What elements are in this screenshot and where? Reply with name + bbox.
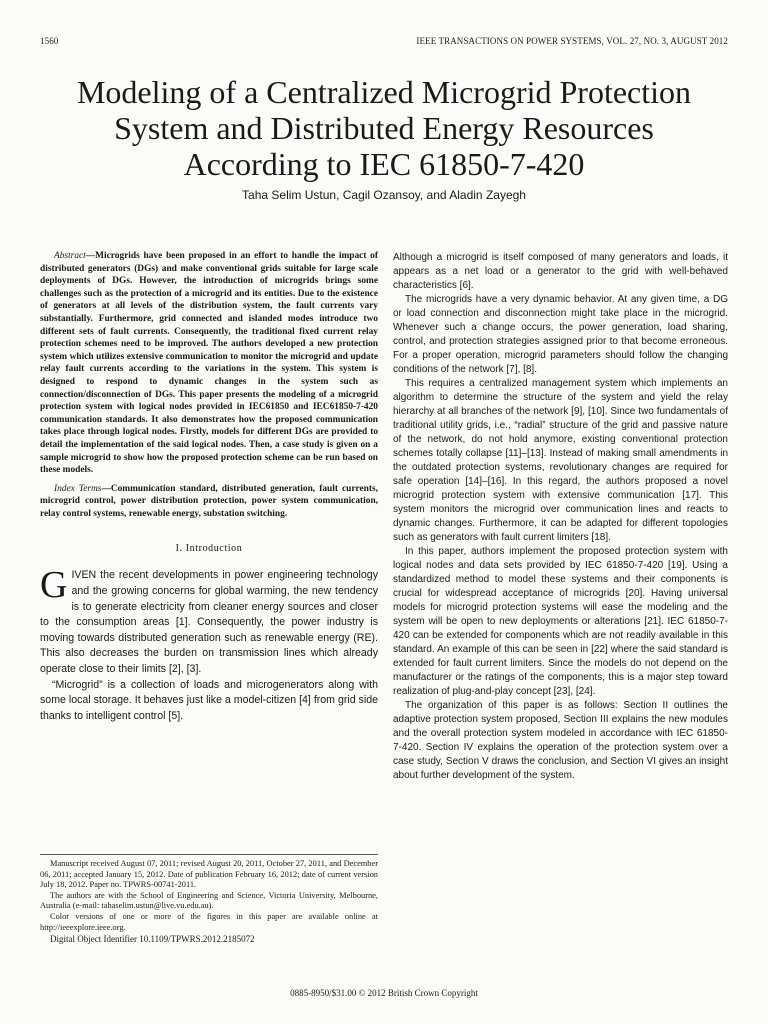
intro-paragraph-2: “Microgrid” is a collection of loads and microgenerators along with some local storage. It behaves just like a model-citizen [4] from grid side thanks to intelligent control [5].: [40, 678, 378, 722]
abstract-text: —Microgrids have been proposed in an effort to handle the impact of distributed generators (DGs) and make conventional grids suitable for large scale deployments of DGs. However, the introduction of microgrids brings some challenges such as the protection of a microgrid and its entities. Due to the existence of generators at all levels of the distribution system, the fault currents vary substantially. Furthermore, grid connected and islanded modes introduce two different sets of fault currents. Consequently, the traditional fixed current relay protection schemes need to be improved. The authors developed a new protection system which utilizes extensive communication to monitor the microgrid and update relay fault currents according to the variations in the system. This system is designed to respond to dynamic changes in the system such as connection/disconnection of DGs. This paper presents the modeling of a microgrid protection system with logical nodes provided in IEC61850 and IEC61850-7-420 communication standards. It also demonstrates how the proposed communication takes place through logical nodes. Firstly, models for different DGs are provided to detail the implementation of the said logical nodes. Then, a case study is given on a sample microgrid to show how the proposed protection scheme can be run based on these models.: [40, 251, 378, 476]
index-terms: [40, 483, 378, 521]
copyright-line: 0885-8950/$31.00 © 2012 British Crown Copyright: [290, 988, 478, 998]
footnote-received: Manuscript received August 07, 2011; revised August 20, 2011, October 27, 2011, and December 06, 2011; accepted January 15, 2012. Date of publication February 16, 2012; date of current version July 18, 2012. Paper no. TPWRS-00741-2011.: [40, 859, 378, 890]
introduction-body: [40, 564, 378, 724]
journal-name: IEEE TRANSACTIONS ON POWER SYSTEMS, VOL. 27, NO. 3, AUGUST 2012: [416, 36, 728, 46]
index-terms-label: Index Terms: [54, 483, 102, 494]
paper-title: [40, 74, 728, 182]
right-paragraph-1: Although a microgrid is itself composed of many generators and loads, it appears as a net load or a generator to the grid with well-behaved characteristics [6].: [393, 252, 728, 291]
abstract-label: Abstract: [54, 251, 86, 261]
footnote-affiliation: The authors are with the School of Engineering and Science, Victoria University, Melbourne, Australia (e-mail: tahaselim.ustun@live.vu.edu.au).: [40, 890, 378, 911]
right-paragraph-3: This requires a centralized management system which implements an algorithm to determine the structure of the system and yield the relay hierarchy at all branches of the network [9], [10]. Since two fundamentals of traditional utility grids, i.e., “radial” structure of the grid and passive nature of the network, do not hold anymore, existing conventional protection schemes totally collapse [11]–[13]. Instead of making small amendments in the outdated protection systems, revolutionary changes are required for safe operation [14]–[16]. In this regard, the authors proposed a novel microgrid protection system with extensive communication [17]. This system monitors the microgrid over communication lines and reacts to dynamic changes. Furthermore, it can be adapted for different topologies such as generators with fault current limiters [18].: [393, 378, 728, 543]
right-paragraph-4: In this paper, authors implement the proposed protection system with logical nodes and data sets provided by IEC 61850-7-420 [19]. Using a standardized method to model these systems and their components is crucial for widespread acceptance of microgrids [20]. Having universal models for microgrid protection systems will ease the modeling and the system will be open to new deployments or alterations [21]. IEC 61850-7-420 can be extended for components which are not readily available in this standard. An example of this can be seen in [22] where the said standard is extended for fault current limiters. Since the models do not depend on the manufacturer or the ratings of the components, this is a major step toward realization of plug-and-play concept [23], [24].: [393, 546, 728, 697]
title-line-2: System and Distributed Energy Resources: [114, 110, 654, 146]
title-line-3: According to IEC 61850-7-420: [183, 146, 585, 182]
page-number: 1560: [40, 36, 59, 46]
intro-paragraph-1-text: IVEN the recent developments in power engineering technology and the growing concerns for global warming, the new tendency is to generate electricity from cleaner energy sources and closer to the consumption areas [1]. Consequently, the power industry is moving towards distributed generation such as renewable energy (RE). This also decreases the burden on transmission lines which already operate close to their limits [2], [3].: [40, 569, 378, 676]
footnote-color: Color versions of one or more of the figures in this paper are available online at http://ieeexplore.ieee.org.: [40, 911, 378, 932]
index-terms-text: —Communication standard, distributed generation, fault currents, microgrid control, power distribution protection, power system communication, relay control systems, renewable energy, substation switching.: [40, 483, 379, 519]
footnotes: [40, 854, 378, 945]
right-column: [393, 251, 728, 783]
abstract: [40, 250, 378, 477]
right-paragraph-2: The microgrids have a very dynamic behavior. At any given time, a DG or load connection and disconnection might take place in the microgrid. Whenever such a change occurs, the power generation, load sharing, control, and protection strategies assigned prior to that become erroneous. For a proper operation, microgrid parameters should follow the changing conditions of the network [7], [8].: [393, 294, 728, 375]
author-list: Taha Selim Ustun, Cagil Ozansoy, and Aladin Zayegh: [242, 188, 526, 202]
right-paragraph-5: The organization of this paper is as follows: Section II outlines the adaptive protection system proposed, Section III explains the new modules and the overall protection system modeled in accordance with IEC 61850-7-420. Section IV explains the operation of the protection system over a case study, Section V draws the conclusion, and Section VI gives an insight about further development of the system.: [393, 700, 728, 781]
footnote-doi: Digital Object Identifier 10.1109/TPWRS.2012.2185072: [50, 934, 255, 945]
intro-paragraph-1: [40, 564, 378, 677]
running-header: [40, 36, 728, 48]
section-heading-introduction: I. Introduction: [175, 543, 243, 555]
title-line-1: Modeling of a Centralized Microgrid Protection: [76, 74, 692, 110]
drop-cap: G: [40, 564, 68, 607]
left-column: [40, 250, 378, 724]
